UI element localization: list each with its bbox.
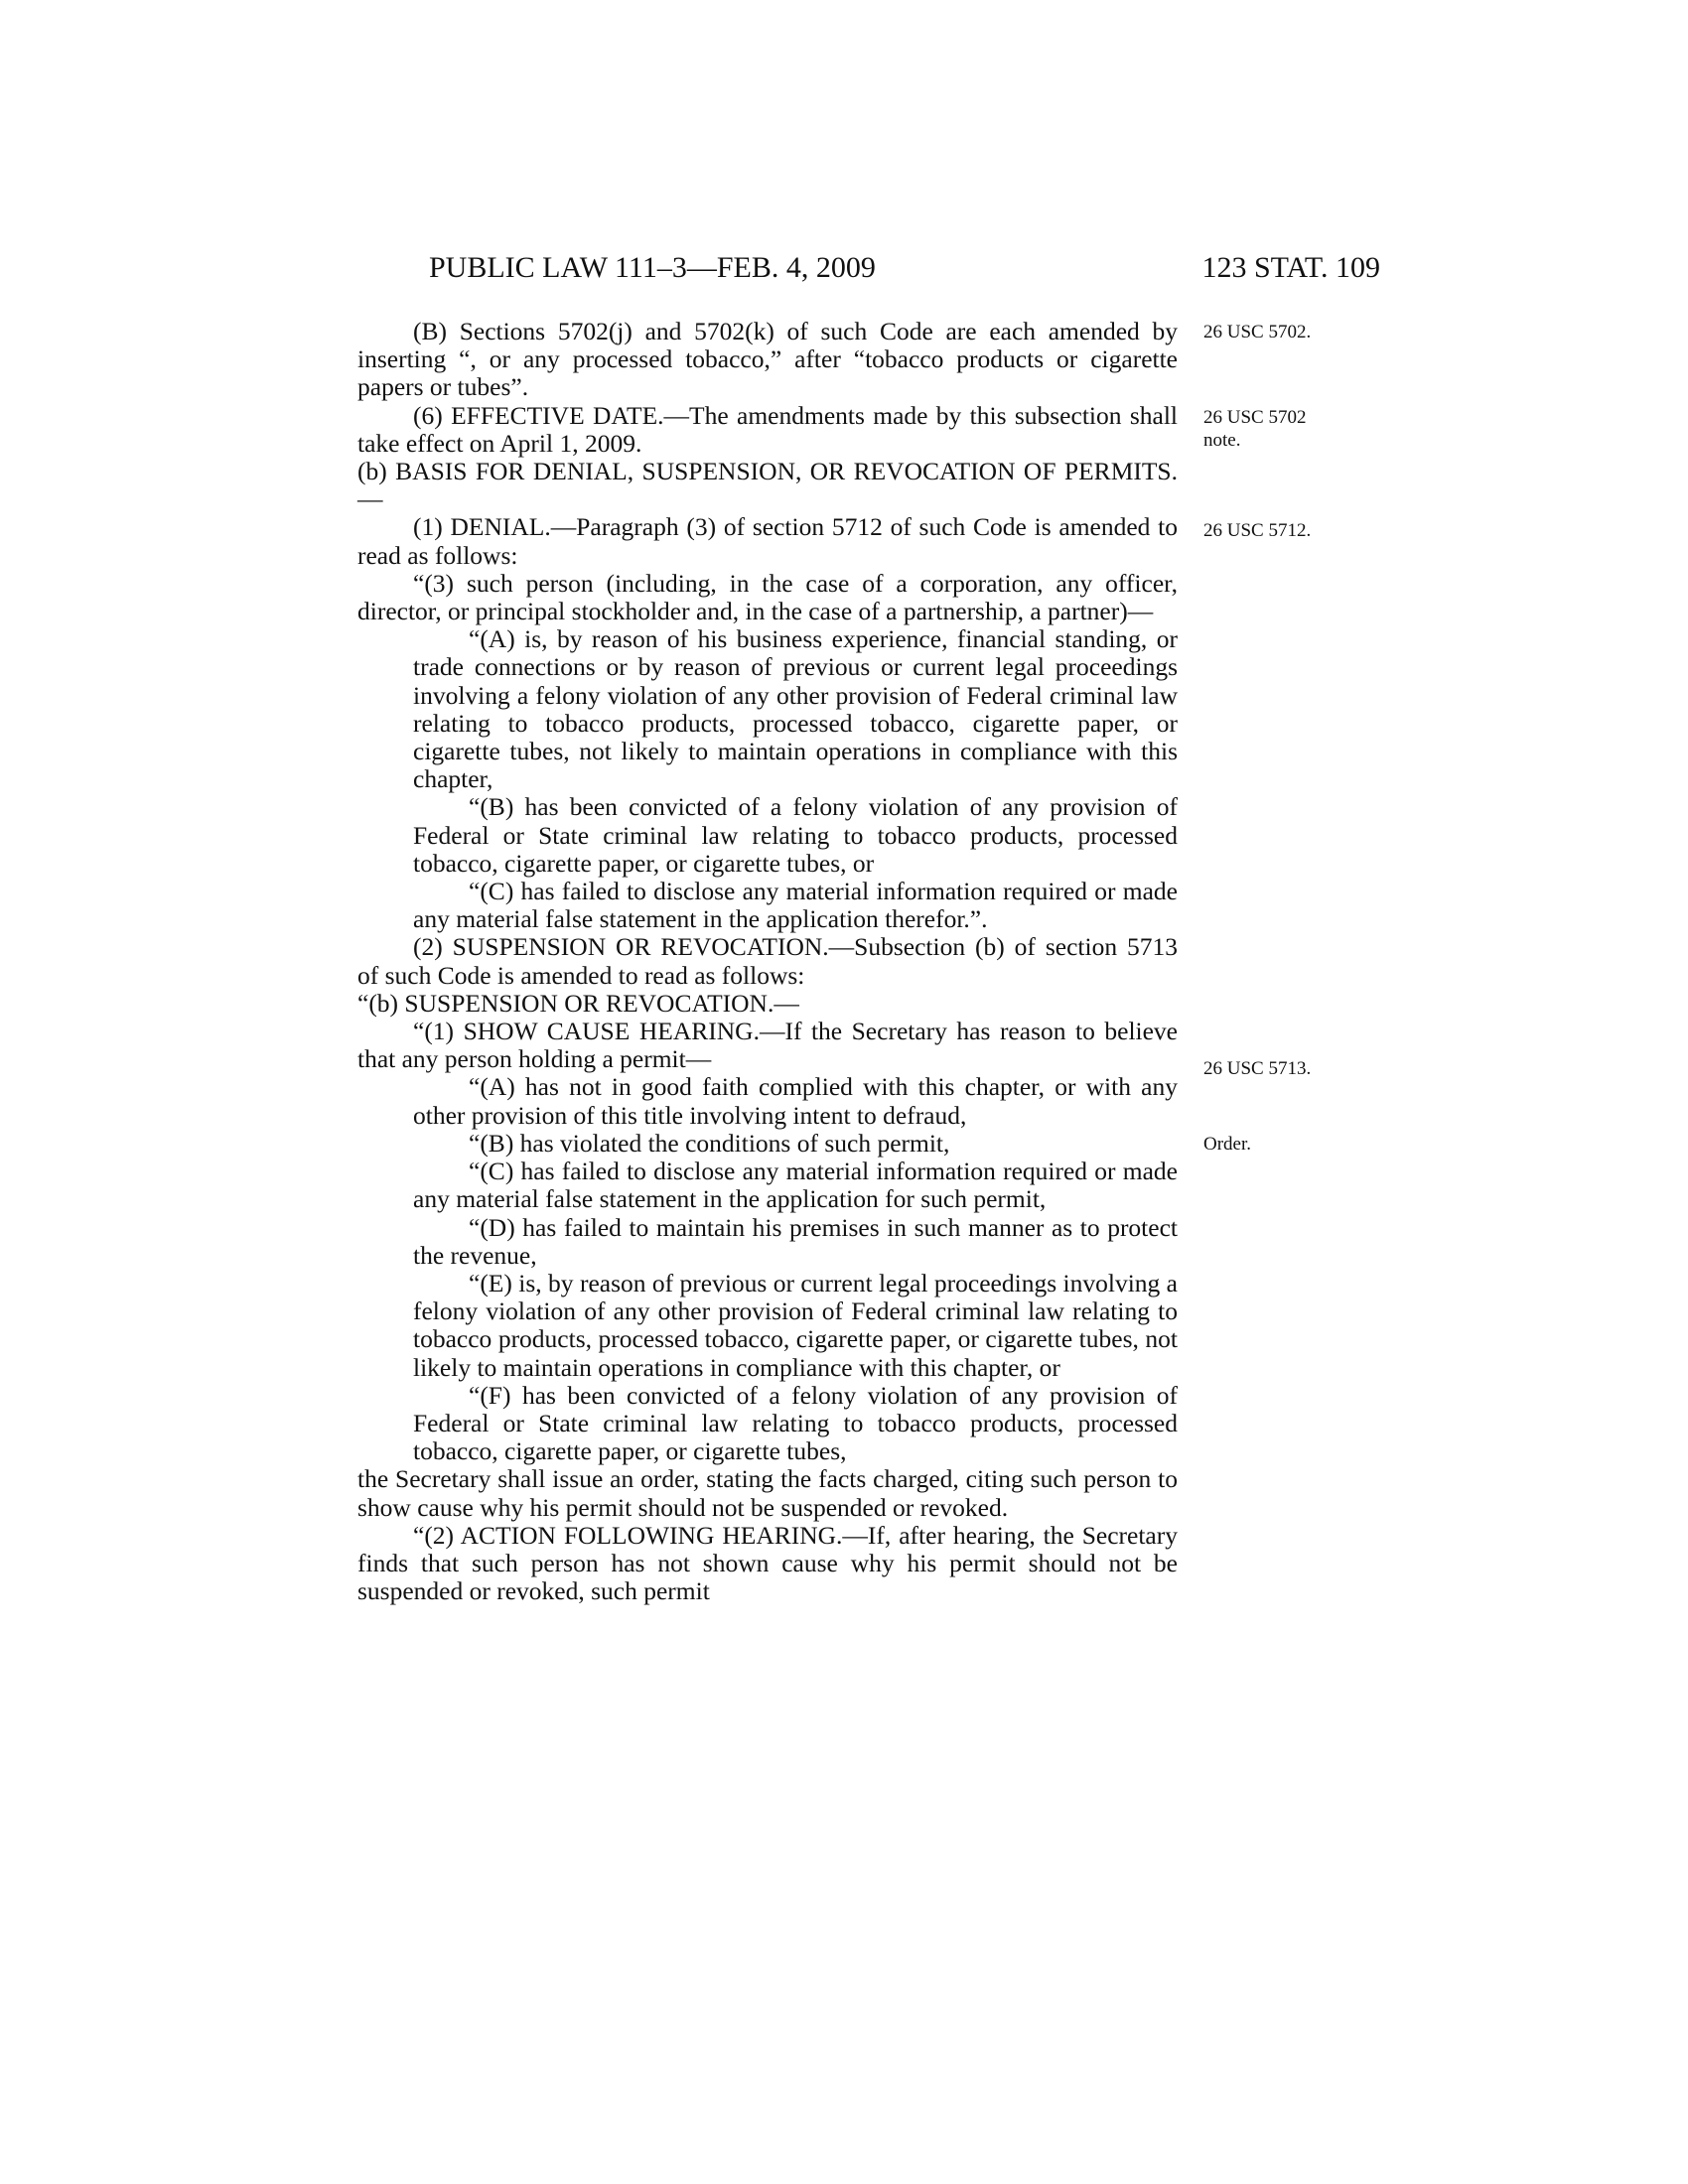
paragraph [357, 458, 1178, 513]
paragraph: “(A) has not in good faith complied with this chapter, or with any other provision of this title involving intent to defraud, [413, 1072, 1178, 1130]
header-title: PUBLIC LAW 111–3—FEB. 4, 2009 [429, 251, 876, 284]
paragraph: the Secretary shall issue an order, stating the facts charged, citing such person to show cause why his permit should not be suspended or revoked. [357, 1464, 1178, 1522]
paragraph: “(B) has violated the conditions of such permit, [469, 1128, 950, 1158]
paragraph: (6) EFFECTIVE DATE.—The amendments made by this subsection shall take effect on April 1, 2009. [357, 400, 1178, 458]
page-header [357, 248, 1380, 288]
header-page-ref: 123 STAT. 109 [1201, 251, 1380, 284]
margin-note: 26 USC 5713. [1203, 1058, 1312, 1079]
margin-note: Order. [1203, 1134, 1252, 1155]
paragraph: “(3) such person (including, in the case of a corporation, any officer, director, or principal stockholder and, in the case of a partnership, a partner)— [357, 568, 1178, 626]
paragraph: “(b) SUSPENSION OR REVOCATION.— [357, 988, 799, 1018]
paragraph: “(2) ACTION FOLLOWING HEARING.—If, after hearing, the Secretary finds that such person has not shown cause why his permit should not be suspended or revoked, such permit [357, 1520, 1178, 1606]
paragraph-text: (b) BASIS FOR DENIAL, SUSPENSION, OR REVOCATION OF PERMITS.— [357, 457, 1178, 514]
margin-note: 26 USC 5702 [1203, 407, 1307, 428]
margin-note: 26 USC 5712. [1203, 520, 1312, 541]
paragraph: (1) DENIAL.—Paragraph (3) of section 5712 of such Code is amended to read as follows: [357, 512, 1178, 570]
document-body [357, 318, 1178, 1605]
margin-note: 26 USC 5702. [1203, 322, 1312, 342]
margin-note: note. [1203, 430, 1241, 451]
paragraph: “(A) is, by reason of his business experience, financial standing, or trade connections or by reason of previous or current legal proceedings involving a felony violation of any other provision of Federal criminal law relating to tobacco products, processed tobacco, cigarette paper, or cigarette tubes, not likely to maintain operations in compliance with this chapter, [413, 624, 1178, 794]
paragraph: “(E) is, by reason of previous or current legal proceedings involving a felony violation of any other provision of Federal criminal law relating to tobacco products, processed tobacco, cigarette paper, or cigarette tubes, not likely to maintain operations in compliance with this chapter, or [413, 1268, 1178, 1382]
paragraph: “(F) has been convicted of a felony violation of any provision of Federal or State criminal law relating to tobacco products, processed tobacco, cigarette paper, or cigarette tubes, [413, 1380, 1178, 1466]
paragraph: “(C) has failed to disclose any material information required or made any material false statement in the application for such permit, [413, 1157, 1178, 1214]
paragraph: (B) Sections 5702(j) and 5702(k) of such Code are each amended by inserting “, or any processed tobacco,” after “tobacco products or cigarette papers or tubes”. [357, 317, 1178, 402]
paragraph: “(C) has failed to disclose any material information required or made any material false statement in the application therefor.”. [413, 877, 1178, 934]
paragraph: “(D) has failed to maintain his premises in such manner as to protect the revenue, [413, 1212, 1178, 1270]
paragraph: (2) SUSPENSION OR REVOCATION.—Subsection (b) of section 5713 of such Code is amended to read as follows: [357, 932, 1178, 990]
paragraph: “(1) SHOW CAUSE HEARING.—If the Secretary has reason to believe that any person holding a permit— [357, 1017, 1178, 1074]
paragraph: “(B) has been convicted of a felony violation of any provision of Federal or State criminal law relating to tobacco products, processed tobacco, cigarette paper, or cigarette tubes, or [413, 792, 1178, 878]
